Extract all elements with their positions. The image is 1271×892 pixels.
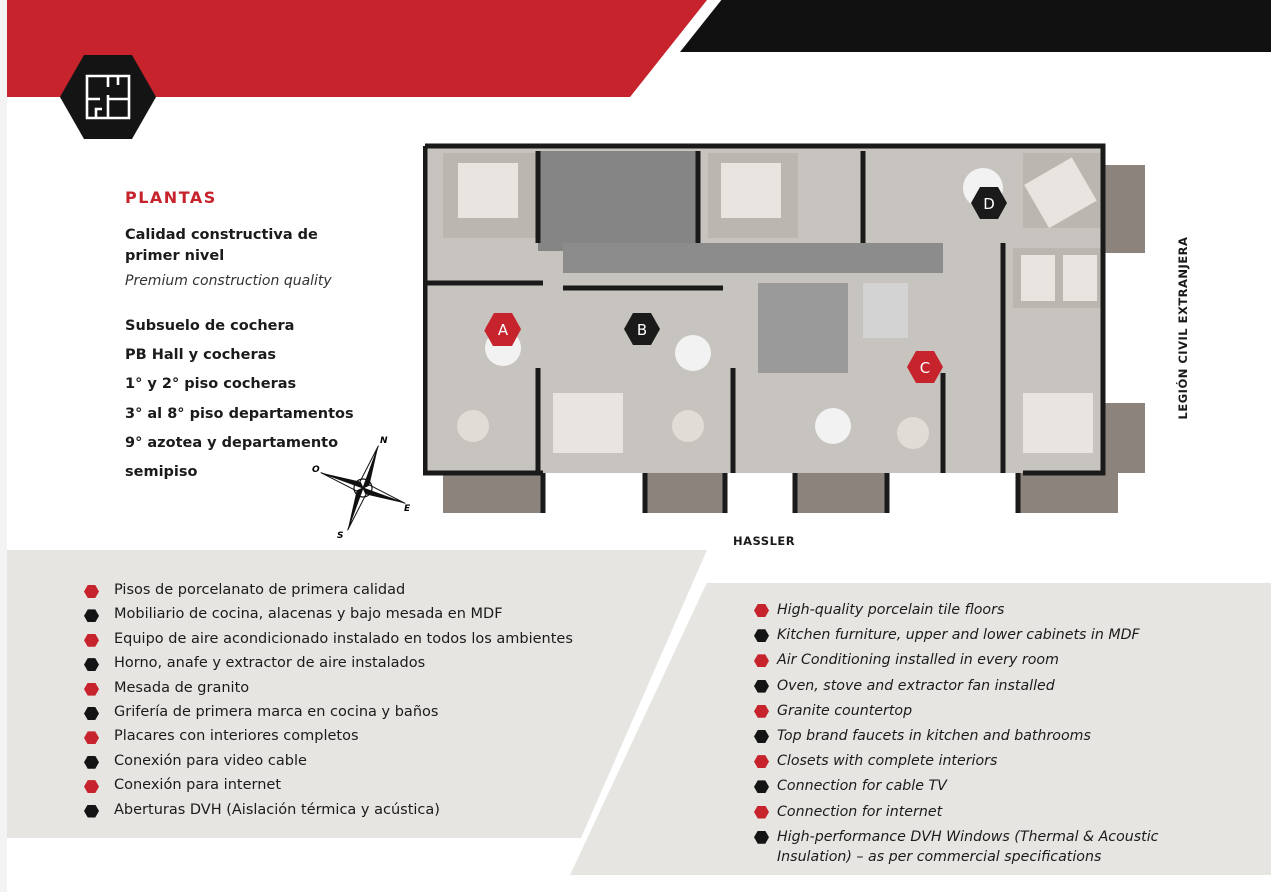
list-item: Granite countertop: [754, 701, 1217, 721]
list-item: Kitchen furniture, upper and lower cabinets in MDF: [754, 625, 1217, 645]
hexagon-bullet-icon: [84, 658, 99, 671]
hexagon-bullet-icon: [754, 705, 769, 718]
hexagon-bullet-icon: [84, 707, 99, 720]
compass-west: O: [312, 465, 320, 475]
header-black-band: [680, 0, 1271, 52]
quality-subheading: Premium construction quality: [125, 273, 332, 289]
list-item: Mesada de granito: [84, 680, 573, 704]
features-list-en: [754, 600, 1217, 872]
hexagon-bullet-icon: [754, 730, 769, 743]
floor-item: 3° al 8° piso departamentos: [125, 405, 354, 422]
compass-south: S: [337, 531, 344, 541]
hexagon-bullet-icon: [84, 683, 99, 696]
floor-item: PB Hall y cocheras: [125, 347, 277, 364]
features-list-es: [84, 582, 573, 826]
floor-item: semipiso: [125, 464, 198, 481]
hexagon-bullet-icon: [84, 756, 99, 769]
list-item: Connection for cable TV: [754, 776, 1217, 796]
compass-north: N: [380, 436, 388, 446]
hexagon-bullet-icon: [84, 731, 99, 744]
compass-rose-icon: [306, 432, 416, 542]
unit-label-a: A: [497, 321, 509, 339]
section-title: PLANTAS: [125, 188, 217, 207]
hexagon-bullet-icon: [754, 780, 769, 793]
list-item: Connection for internet: [754, 802, 1217, 822]
hexagon-bullet-icon: [84, 634, 99, 647]
list-item: High-quality porcelain tile floors: [754, 600, 1217, 620]
list-item: Equipo de aire acondicionado instalado en todos los ambientes: [84, 631, 573, 655]
list-item: High-performance DVH Windows (Thermal & Acoustic Insulation) – as per commercial specifications: [754, 827, 1217, 867]
floor-item: Subsuelo de cochera: [125, 318, 295, 334]
list-item: Conexión para internet: [84, 777, 573, 801]
unit-label-b: B: [636, 321, 648, 339]
street-label-right: LEGIÓN CIVIL EXTRANJERA: [1176, 236, 1190, 420]
left-margin-strip: [0, 0, 7, 892]
list-item: Aberturas DVH (Aislación térmica y acústica): [84, 802, 573, 826]
list-item: Conexión para video cable: [84, 753, 573, 777]
unit-label-c: C: [919, 359, 931, 377]
hexagon-bullet-icon: [84, 609, 99, 622]
list-item: Air Conditioning installed in every room: [754, 650, 1217, 670]
hexagon-bullet-icon: [84, 585, 99, 598]
floor-item: 1° y 2° piso cocheras: [125, 376, 297, 393]
hexagon-bullet-icon: [754, 831, 769, 844]
list-item: Horno, anafe y extractor de aire instalados: [84, 655, 573, 679]
list-item: Grifería de primera marca en cocina y baños: [84, 704, 573, 728]
hexagon-bullet-icon: [754, 806, 769, 819]
list-item: Oven, stove and extractor fan installed: [754, 676, 1217, 696]
unit-label-d: D: [983, 195, 995, 213]
list-item: Placares con interiores completos: [84, 728, 573, 752]
floor-item: 9° azotea y departamento: [125, 434, 339, 451]
hexagon-bullet-icon: [84, 805, 99, 818]
hexagon-bullet-icon: [754, 629, 769, 642]
hexagon-bullet-icon: [754, 680, 769, 693]
compass-east: E: [404, 504, 411, 514]
street-label-bottom: HASSLER: [733, 534, 796, 548]
list-item: Mobiliario de cocina, alacenas y bajo mesada en MDF: [84, 606, 573, 630]
floor-plan-image: [423, 143, 1153, 526]
hexagon-bullet-icon: [754, 755, 769, 768]
quality-heading: Calidad constructiva de primer nivel: [125, 227, 318, 264]
list-item: Pisos de porcelanato de primera calidad: [84, 582, 573, 606]
hexagon-bullet-icon: [754, 654, 769, 667]
list-item: Top brand faucets in kitchen and bathrooms: [754, 726, 1217, 746]
hexagon-bullet-icon: [754, 604, 769, 617]
list-item: Closets with complete interiors: [754, 751, 1217, 771]
hexagon-bullet-icon: [84, 780, 99, 793]
